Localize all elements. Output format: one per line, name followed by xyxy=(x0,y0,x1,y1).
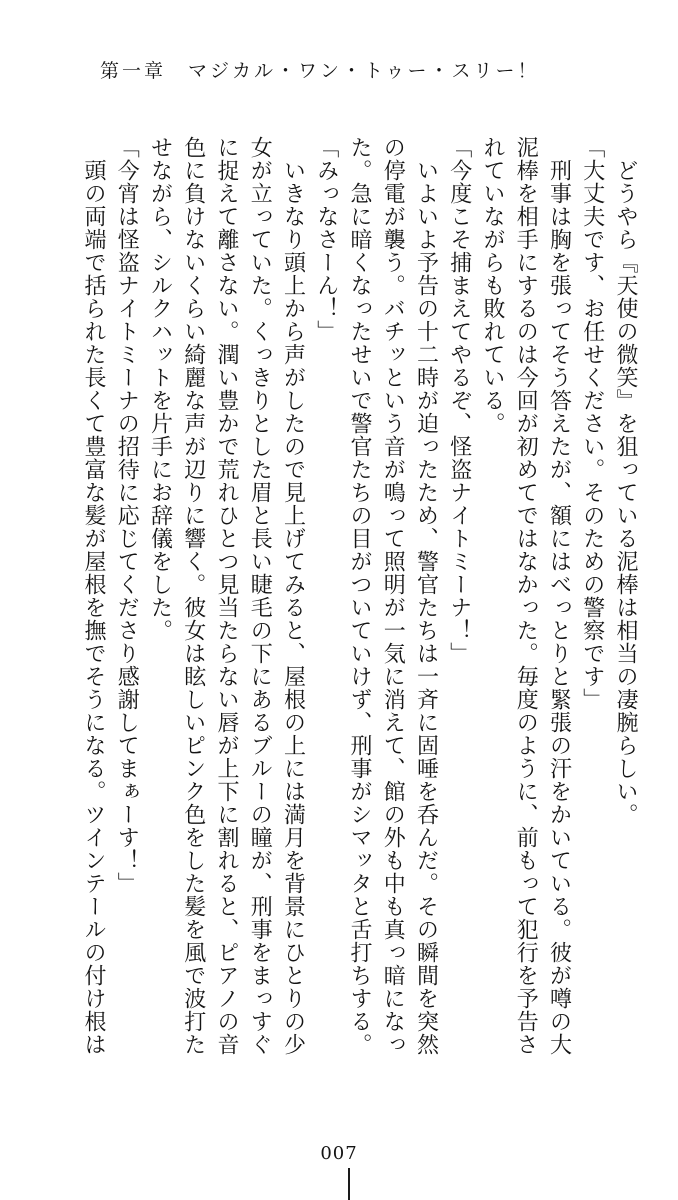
text-line: 女が立っていた。くっきりとした眉と長い睫毛の下にあるブルーの瞳が、刑事をまっすぐ xyxy=(247,136,273,1056)
text-line: に捉えて離さない。潤い豊かで荒れひとつ見当たらない唇が上下に割れると、ピアノの音 xyxy=(214,136,239,1056)
text-line: 頭の両端で括られた長くて豊富な髪が屋根を撫でそうになる。ツインテールの付け根は xyxy=(81,136,106,1056)
text-line: どうやら『天使の微笑』を狙っている泥棒は相当の凄腕らしい。 xyxy=(613,136,638,826)
text-line: 刑事は胸を張ってそう答えたが、額にはべっとりと緊張の汗をかいている。彼が噂の大 xyxy=(546,136,572,1056)
text-line: いきなり頭上から声がしたので見上げてみると、屋根の上には満月を背景にひとりの少 xyxy=(280,136,306,1056)
folio-rule xyxy=(348,1168,350,1200)
text-line: 泥棒を相手にするのは今回が初めてではなかった。毎度のように、前もって犯行を予告さ xyxy=(513,136,539,1056)
text-line: れていながらも敗れている。 xyxy=(480,136,505,435)
running-head: 第一章 マジカル・ワン・トゥー・スリー！ xyxy=(100,60,540,82)
vertical-body-text xyxy=(81,136,638,1056)
text-line: 色に負けないくらい綺麗な声が辺りに響く。彼女は眩しいピンク色をした髪を風で波打た xyxy=(180,136,206,1056)
text-line: いよいよ予告の十二時が迫ったため、警官たちは一斉に固唾を呑んだ。その瞬間を突然 xyxy=(413,136,439,1056)
text-line: た。急に暗くなったせいで警官たちの目がついていけず、刑事がシマッタと舌打ちする。 xyxy=(347,136,372,1056)
text-line: 「今度こそ捕まえてやるぞ、怪盗ナイトミーナ！」 xyxy=(446,136,472,665)
text-line: せながら、シルクハットを片手にお辞儀をした。 xyxy=(147,136,173,642)
text-line: の停電が襲う。バチッという音が鳴って照明が一気に消えて、館の外も中も真っ暗になっ xyxy=(380,136,406,1056)
text-line: 「みっなさーん！」 xyxy=(313,136,339,343)
page-number: 007 xyxy=(320,1143,358,1164)
text-line: 「大丈夫です、お任せください。そのための警察です」 xyxy=(579,136,605,711)
text-line: 「今宵は怪盗ナイトミーナの招待に応じてくださり感謝してまぁーす！」 xyxy=(114,136,140,895)
